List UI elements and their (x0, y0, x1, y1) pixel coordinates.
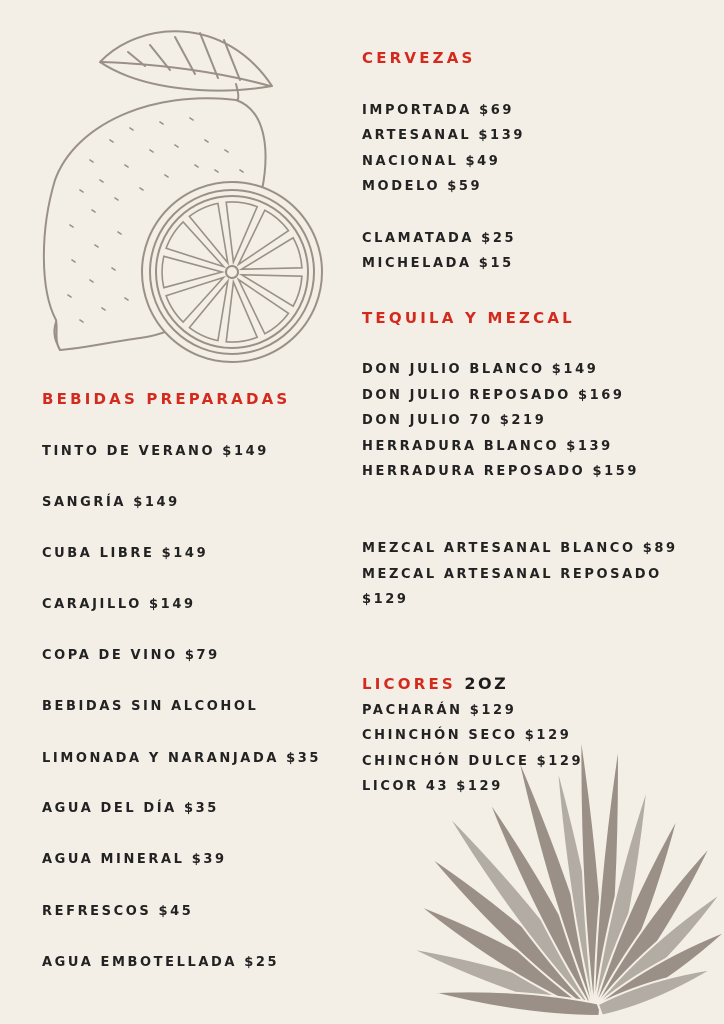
lemon-icon (44, 31, 322, 362)
bebidas-item: TINTO DE VERANO $149 (42, 444, 269, 459)
bebidas-item: SANGRÍA $149 (42, 495, 180, 510)
bebidas-item: COPA DE VINO $79 (42, 648, 220, 663)
tequila-item: DON JULIO 70 $219 (362, 413, 547, 428)
licores-item: PACHARÁN $129 (362, 703, 517, 718)
tequila-item: MEZCAL ARTESANAL BLANCO $89 (362, 541, 678, 556)
tequila-item: HERRADURA BLANCO $139 (362, 439, 613, 454)
tequila-item: MEZCAL ARTESANAL REPOSADO (362, 567, 662, 582)
licores-item: LICOR 43 $129 (362, 779, 503, 794)
licores-heading (362, 674, 508, 694)
tequila-heading: TEQUILA Y MEZCAL (362, 309, 575, 327)
cervezas-heading: CERVEZAS (362, 49, 476, 67)
tequila-item: DON JULIO REPOSADO $169 (362, 388, 625, 403)
bebidas-item: LIMONADA Y NARANJADA $35 (42, 751, 322, 766)
bebidas-item: AGUA MINERAL $39 (42, 852, 227, 867)
cervezas-item: CLAMATADA $25 (362, 231, 517, 246)
bebidas-item: BEBIDAS SIN ALCOHOL (42, 699, 259, 714)
licores-item: CHINCHÓN SECO $129 (362, 728, 572, 743)
cervezas-item: NACIONAL $49 (362, 154, 501, 169)
licores-title: LICORES (362, 675, 456, 693)
cervezas-item: MODELO $59 (362, 179, 483, 194)
tequila-item: DON JULIO BLANCO $149 (362, 362, 599, 377)
cervezas-item: ARTESANAL $139 (362, 128, 525, 143)
agave-plant-icon (410, 731, 724, 1016)
licores-item: CHINCHÓN DULCE $129 (362, 754, 584, 769)
bebidas-heading: BEBIDAS PREPARADAS (42, 390, 291, 408)
bebidas-item: CUBA LIBRE $149 (42, 546, 209, 561)
bebidas-item: CARAJILLO $149 (42, 597, 196, 612)
bebidas-item: AGUA DEL DÍA $35 (42, 801, 219, 816)
tequila-item: HERRADURA REPOSADO $159 (362, 464, 640, 479)
tequila-item: $129 (362, 592, 409, 607)
bebidas-item: AGUA EMBOTELLADA $25 (42, 955, 280, 970)
licores-size-label: 2OZ (464, 674, 509, 693)
cervezas-item: IMPORTADA $69 (362, 103, 515, 118)
bebidas-item: REFRESCOS $45 (42, 904, 194, 919)
cervezas-item: MICHELADA $15 (362, 256, 514, 271)
